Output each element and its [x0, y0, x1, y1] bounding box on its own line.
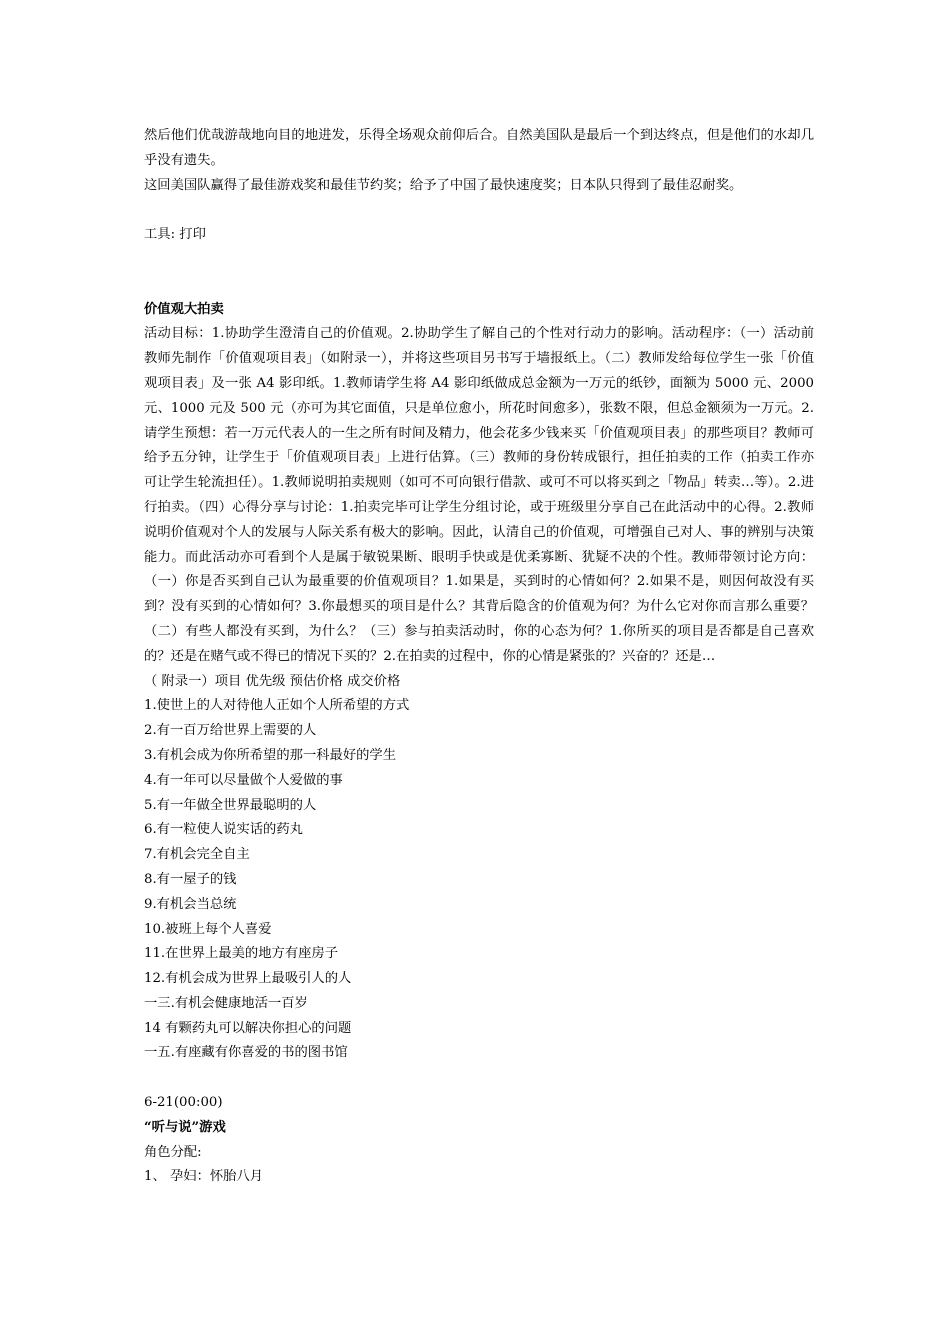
list-item: 9.有机会当总统 [144, 896, 237, 912]
spacer [144, 273, 814, 298]
list-item: 1.使世上的人对待他人正如个人所希望的方式 [144, 698, 410, 714]
list-item: 3.有机会成为你所希望的那一科最好的学生 [144, 747, 397, 763]
list-item: 11.在世界上最美的地方有座房子 [144, 946, 339, 962]
appendix-header: （ 附录一）项目 优先级 预估价格 成交价格 [144, 673, 401, 689]
list-item: 2.有一百万给世界上需要的人 [144, 723, 317, 739]
document-page [144, 124, 814, 1190]
list-item: 7.有机会完全自主 [144, 847, 250, 863]
list-item: 一三.有机会健康地活一百岁 [144, 995, 308, 1011]
auction-body: 活动目标：1.协助学生澄清自己的价值观。2.协助学生了解自己的个性对行动力的影响。活动程序：（一）活动前教师先制作「价值观项目表」（如附录一），并将这些项目另书写于墙报纸上。（二）教师发给每位学生一张「价值观项目表」及一张 A4 影印纸。1.教师请学生将 A4 影印纸做成总金额为一万元的纸钞，面额为 5000 元、2000 元、1000 元及 500 元（亦可为其它面值，只是单位愈小，所花时间愈多），张数不限，但总金额须为一万元。2.请学生预想：若一万元代表人的一生之所有时间及精力，他会花多少钱来买「价值观项目表」的那些项目？教师可给予五分钟，让学生于「价值观项目表」上进行估算。（三）教师的身份转成银行，担任拍卖的工作（拍卖工作亦可让学生轮流担任）。1.教师说明拍卖规则（如可不可向银行借款、或可不可以将买到之「物品」转卖…等）。2.进行拍卖。（四）心得分享与讨论：1.拍卖完毕可让学生分组讨论，或于班级里分享自己在此活动中的心得。2.教师说明价值观对个人的发展与人际关系有极大的影响。因此，认清自己的价值观，可增强自己对人、事的辨别与决策能力。而此活动亦可看到个人是属于敏锐果断、眼明手快或是优柔寡断、犹疑不决的个性。教师带领讨论方向：（一）你是否买到自己认为最重要的价值观项目？1.如果是，买到时的心情如何？2.如果不是，则因何故没有买到？没有买到的心情如何？3.你最想买的项目是什么？其背后隐含的价值观为何？为什么它对你而言那么重要？（二）有些人都没有买到，为什么？（三）参与拍卖活动时，你的心态为何？1.你所买的项目是否都是自己喜欢的？还是在赌气或不得已的情况下买的？2.在拍卖的过程中，你的心情是紧张的？兴奋的？还是… [144, 326, 814, 664]
list-item: 一五.有座藏有你喜爱的书的图书馆 [144, 1045, 348, 1061]
section-title-auction: 价值观大拍卖 [144, 301, 224, 317]
tools-line: 工具: 打印 [144, 227, 206, 243]
spacer [144, 1066, 814, 1091]
list-item: 12.有机会成为世界上最吸引人的人 [144, 971, 352, 987]
list-item: 14 有颗药丸可以解决你担心的问题 [144, 1020, 352, 1036]
entry-date: 6-21(00:00) [144, 1095, 223, 1111]
roles-label: 角色分配: [144, 1144, 202, 1160]
spacer [144, 248, 814, 273]
spacer [144, 198, 814, 223]
list-item: 8.有一屋子的钱 [144, 871, 237, 887]
list-item: 4.有一年可以尽量做个人爱做的事 [144, 772, 343, 788]
role-item: 1、 孕妇：怀胎八月 [144, 1169, 264, 1185]
list-item: 6.有一粒使人说实话的药丸 [144, 822, 303, 838]
value-items-list [144, 694, 814, 1066]
intro-paragraph: 然后他们优哉游哉地向目的地进发，乐得全场观众前仰后合。自然美国队是最后一个到达终点，但是他们的水却几乎没有遗失。 [144, 128, 814, 168]
list-item: 5.有一年做全世界最聪明的人 [144, 797, 317, 813]
list-item: 10.被班上每个人喜爱 [144, 921, 272, 937]
section-title-listen: “听与说”游戏 [144, 1119, 226, 1135]
awards-paragraph: 这回美国队赢得了最佳游戏奖和最佳节约奖；给予了中国了最快速度奖；日本队只得到了最佳忍耐奖。 [144, 177, 743, 193]
